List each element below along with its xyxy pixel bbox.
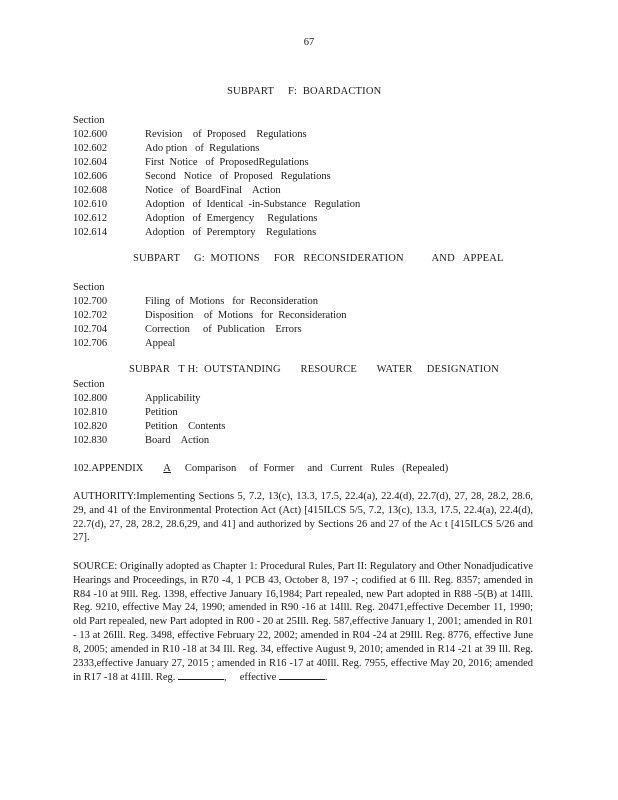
toc-row — [73, 184, 553, 198]
section-number: 102.600 — [73, 129, 108, 140]
source-effective: effective — [239, 672, 277, 684]
section-title: Petition Contents — [145, 421, 226, 432]
section-number: 102.610 — [73, 199, 108, 210]
section-title: Correction of Publication Errors — [145, 324, 302, 335]
section-number: 102.700 — [73, 296, 108, 307]
toc-row — [73, 406, 553, 420]
toc-row — [73, 392, 553, 406]
appendix-label: 102.APPENDIX — [73, 463, 144, 474]
section-title: Second Notice of Proposed Regulations — [145, 171, 331, 182]
subpart-g-heading: SUBPART G: MOTIONS FOR RECONSIDERATION AND APPEAL — [133, 253, 504, 264]
section-number: 102.800 — [73, 393, 108, 404]
subpart-f-heading: SUBPART F: BOARDACTION — [227, 86, 382, 97]
toc-row — [73, 128, 553, 142]
section-title: Adoption of Peremptory Regulations — [145, 227, 317, 238]
source-end: . — [324, 672, 328, 684]
appendix-letter: A — [163, 463, 171, 474]
appendix-title: Comparison of Former and Current Rules (Repealed) — [184, 463, 449, 474]
section-number: 102.614 — [73, 227, 108, 238]
toc-row — [73, 323, 553, 337]
section-number: 102.606 — [73, 171, 108, 182]
section-label: Section — [73, 282, 105, 293]
section-number: 102.602 — [73, 143, 108, 154]
toc-row — [73, 198, 553, 212]
subpart-h-toc — [73, 378, 553, 448]
section-number: 102.612 — [73, 213, 108, 224]
toc-row — [73, 142, 553, 156]
section-title: Ado ption of Regulations — [145, 143, 260, 154]
page-number: 67 — [303, 37, 315, 48]
section-title: Petition — [145, 407, 178, 418]
section-label: Section — [73, 379, 105, 390]
section-title: Board Action — [145, 435, 210, 446]
toc-row — [73, 309, 553, 323]
toc-row — [73, 170, 553, 184]
section-title: Notice of BoardFinal Action — [145, 185, 281, 196]
section-title: Applicability — [145, 393, 201, 404]
section-title: Disposition of Motions for Reconsideration — [145, 310, 347, 321]
subpart-h-heading: SUBPAR T H: OUTSTANDING RESOURCE WATER DESIGNATION — [129, 364, 499, 375]
section-number: 102.706 — [73, 338, 108, 349]
toc-row — [73, 337, 553, 351]
toc-row — [73, 420, 553, 434]
appendix-entry — [73, 463, 448, 474]
section-number: 102.608 — [73, 185, 108, 196]
effective-date-blank — [279, 670, 325, 680]
section-title: Revision of Proposed Regulations — [145, 129, 307, 140]
section-number: 102.810 — [73, 407, 108, 418]
toc-row — [73, 295, 553, 309]
section-title: First Notice of ProposedRegulations — [145, 157, 309, 168]
section-number: 102.830 — [73, 435, 108, 446]
toc-row — [73, 434, 553, 448]
subpart-f-toc — [73, 114, 553, 240]
section-number: 102.704 — [73, 324, 108, 335]
toc-row — [73, 156, 553, 170]
section-number: 102.604 — [73, 157, 108, 168]
section-label: Section — [73, 115, 105, 126]
section-title: Appeal — [145, 338, 176, 349]
section-title: Adoption of Identical -in-Substance Regulation — [145, 199, 361, 210]
section-title: Adoption of Emergency Regulations — [145, 213, 318, 224]
source-text: SOURCE: Originally adopted as Chapter 1: Procedural Rules, Part II: Regulatory and Other Nonadjudicative Hearings and Proceedings, in R70 -4, 1 PCB 43, October 8, 197 -; codified at 6 Ill. Reg. 8357; amended in R84 -10 at 9Ill. Reg. 1398, effective January 16,1984; Part repealed, new Part adopted in R88 -5(B) at 14Ill. Reg. 9210, effective May 24, 1990; amended in R90 -16 at 14Ill. Reg. 20471,effective December 11, 1990; old Part repealed, new Part adopted in R00 - 20 at 25Ill. Reg. 587,effective January 1, 2001; amended in R01 - 13 at 26Ill. Reg. 3498, effective February 22, 2002; amended in R04 -24 at 29Ill. Reg. 8776, effective June 8, 2005; amended in R10 -18 at 34 Ill. Reg. 34, effective August 9, 2010; amended in R14 -21 at 39 Ill. Reg. 2333,effective January 27, 2015 ; amended in R16 -17 at 40Ill. Reg. 7955, effective May 20, 2016; amended in R17 -18 at 41Ill. Reg. — [73, 561, 533, 684]
register-blank — [178, 670, 224, 680]
source-paragraph: SOURCE: Originally adopted as Chapter 1: Procedural Rules, Part II: Regulatory and Other Nonadjudicative Hearings and Proceedings, in R70 -4, 1 PCB 43, October 8, 197 -; codified at 6 Ill. Reg. 8357; amended in R84 -10 at 9Ill. Reg. 1398, effective January 16,1984; Part repealed, new Part adopted in R88 -5(B) at 14Ill. Reg. 9210, effective May 24, 1990; amended in R90 -16 at 14Ill. Reg. 20471,effective December 11, 1990; old Part repealed, new Part adopted in R00 - 20 at 25Ill. Reg. 587,effective January 1, 2001; amended in R01 - 13 at 26Ill. Reg. 3498, effective February 22, 2002; amended in R04 -24 at 29Ill. Reg. 8776, effective June 8, 2005; amended in R10 -18 at 34 Ill. Reg. 34, effective August 9, 2010; amended in R14 -21 at 39 Ill. Reg. 2333,effective January 27, 2015 ; amended in R16 -17 at 40Ill. Reg. 7955, effective May 20, 2016; amended in R17 -18 at 41Ill. Reg. , effective . — [73, 561, 533, 684]
section-number: 102.820 — [73, 421, 108, 432]
section-number: 102.702 — [73, 310, 108, 321]
authority-paragraph: AUTHORITY:Implementing Sections 5, 7.2, 13(c), 13.3, 17.5, 22.4(a), 22.4(d), 22.7(d), 27, 28, 28.2, 28.6, 29, and 41 of the Environmental Protection Act (Act) [415ILCS 5/5, 7.2, 13(c), 13.3, 17.5, 22.4(a), 22.4(d), 22.7(d), 27, 28, 28.2, 28.6,29, and 41] and authorized by Sections 26 and 27 of the Ac t [415ILCS 5/26 and 27]. — [73, 491, 533, 544]
toc-row — [73, 212, 553, 226]
toc-row — [73, 226, 553, 240]
subpart-g-toc — [73, 281, 553, 351]
section-title: Filing of Motions for Reconsideration — [145, 296, 318, 307]
